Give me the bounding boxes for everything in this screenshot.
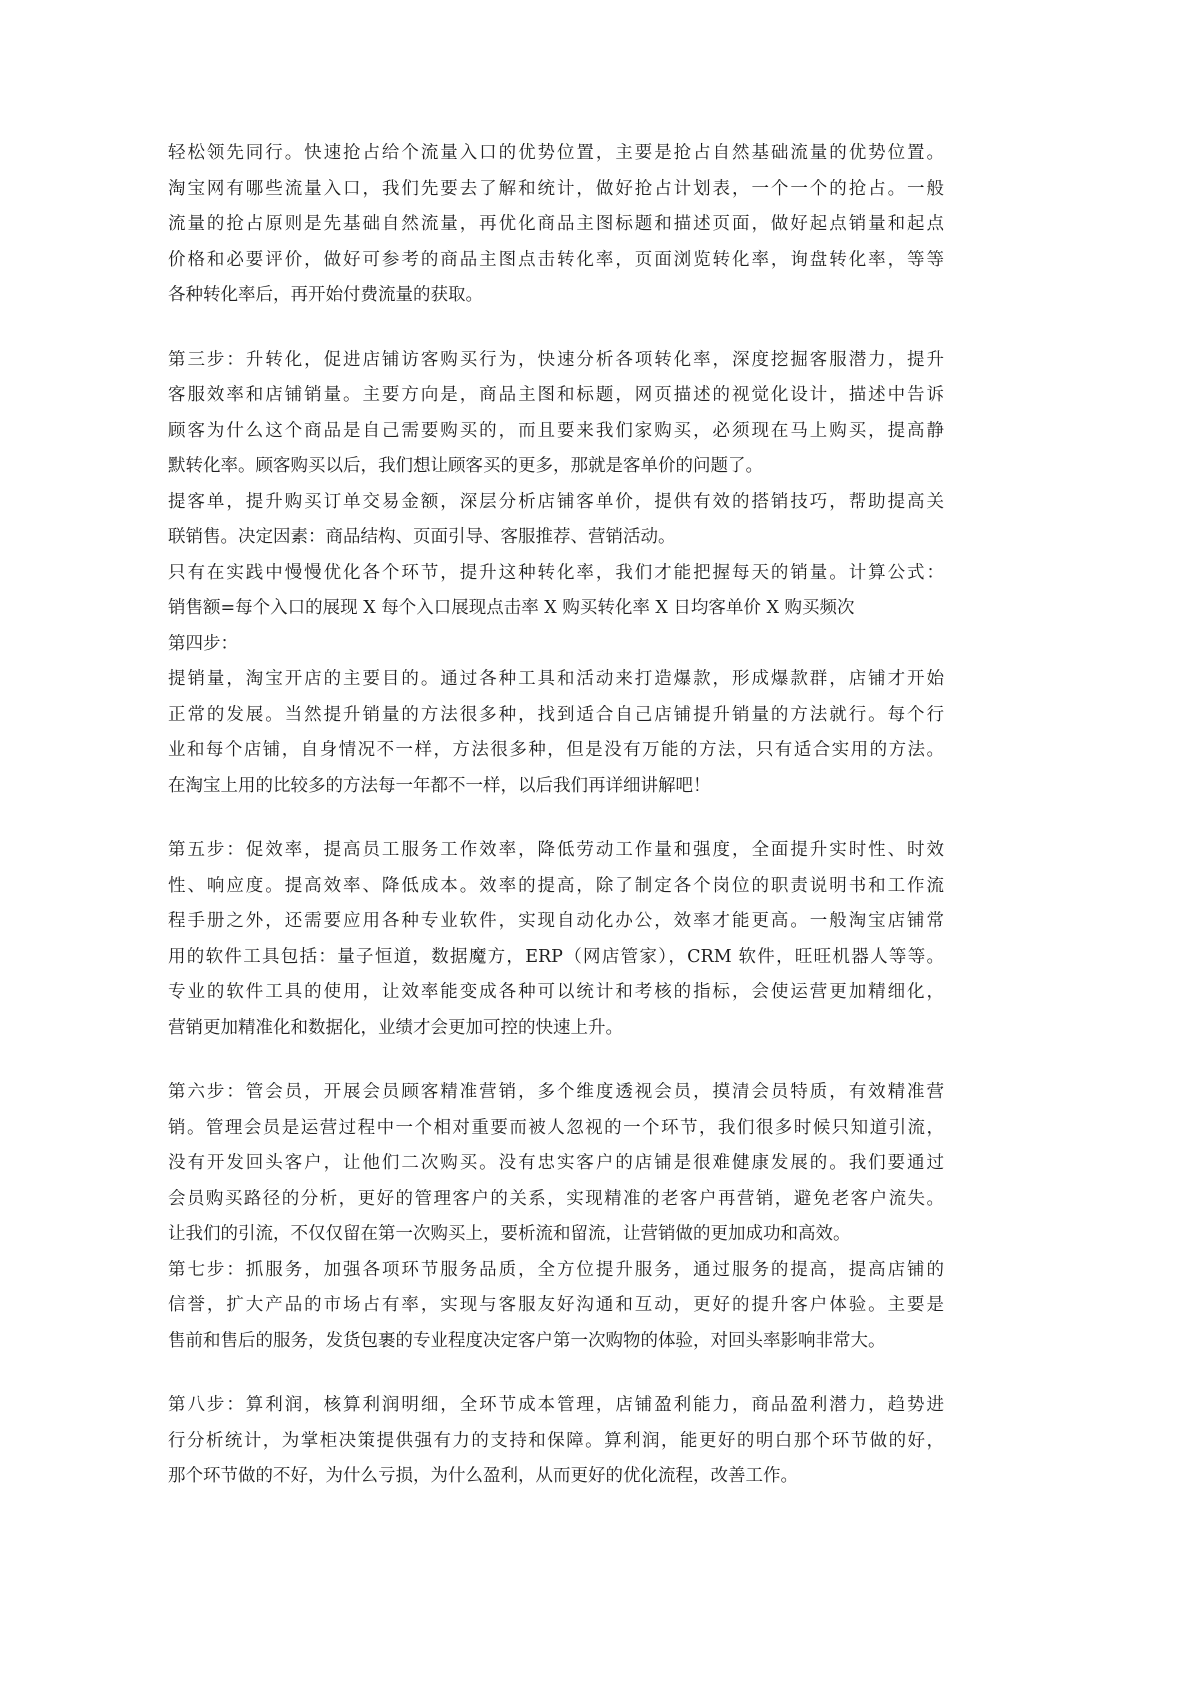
- section: [168, 833, 944, 1046]
- paragraph: [168, 662, 944, 804]
- text-line: 在淘宝上用的比较多的方法每一年都不一样，以后我们再详细讲解吧！: [168, 775, 711, 796]
- text-line: 正常的发展。当然提升销量的方法很多种，找到适合自己店铺提升销量的方法就行。每个行: [168, 704, 944, 725]
- text-line: 销售额=每个入口的展现 X 每个入口展现点击率 X 购买转化率 X 日均客单价 X 购买频次: [168, 598, 855, 618]
- text-line: 提销量，淘宝开店的主要目的。通过各种工具和活动来打造爆款，形成爆款群，店铺才开始: [168, 669, 944, 689]
- section: [168, 1388, 944, 1495]
- text-line: 第五步：促效率，提高员工服务工作效率，降低劳动工作量和强度，全面提升实时性、时效: [168, 840, 944, 860]
- paragraph: [168, 1388, 944, 1495]
- section: [168, 343, 944, 805]
- text-line: 销。管理会员是运营过程中一个相对重要而被人忽视的一个环节，我们很多时候只知道引流，: [168, 1117, 944, 1138]
- paragraph: [168, 627, 944, 663]
- text-line: 客服效率和店铺销量。主要方向是，商品主图和标题，网页描述的视觉化设计，描述中告诉: [168, 385, 944, 405]
- text-line: 行分析统计，为掌柜决策提供强有力的支持和保障。算利润，能更好的明白那个环节做的好，: [168, 1430, 944, 1451]
- text-line: 第六步：管会员，开展会员顾客精准营销，多个维度透视会员，摸清会员特质，有效精准营: [168, 1082, 944, 1102]
- text-line: 专业的软件工具的使用，让效率能变成各种可以统计和考核的指标，会使运营更加精细化，: [168, 982, 944, 1002]
- text-line: 那个环节做的不好，为什么亏损，为什么盈利，从而更好的优化流程，改善工作。: [168, 1466, 798, 1486]
- text-line: 轻松领先同行。快速抢占给个流量入口的优势位置，主要是抢占自然基础流量的优势位置。: [168, 143, 944, 163]
- text-line: 售前和售后的服务，发货包裹的专业程度决定客户第一次购物的体验，对回头率影响非常大。: [168, 1330, 886, 1351]
- text-line: 默转化率。顾客购买以后，我们想让顾客买的更多，那就是客单价的问题了。: [168, 456, 763, 476]
- text-line: 第八步：算利润，核算利润明细，全环节成本管理，店铺盈利能力，商品盈利潜力，趋势进: [168, 1395, 944, 1415]
- text-line: 让我们的引流，不仅仅留在第一次购买上，要析流和留流，让营销做的更加成功和高效。: [168, 1224, 851, 1244]
- text-line: 联销售。决定因素：商品结构、页面引导、客服推荐、营销活动。: [168, 527, 676, 547]
- text-line: 业和每个店铺，自身情况不一样，方法很多种，但是没有万能的方法，只有适合实用的方法。: [168, 740, 944, 760]
- text-line: 流量的抢占原则是先基础自然流量，再优化商品主图标题和描述页面，做好起点销量和起点: [168, 214, 944, 234]
- text-line: 提客单，提升购买订单交易金额，深层分析店铺客单价，提供有效的搭销技巧，帮助提高关: [168, 491, 944, 512]
- paragraph: [168, 343, 944, 485]
- paragraph: [168, 485, 944, 556]
- text-line: 价格和必要评价，做好可参考的商品主图点击转化率，页面浏览转化率，询盘转化率，等等: [168, 249, 944, 270]
- text-line: 用的软件工具包括：量子恒道，数据魔方，ERP（网店管家），CRM 软件，旺旺机器人等等。: [168, 946, 944, 967]
- paragraph: [168, 1253, 944, 1360]
- paragraph: [168, 1075, 944, 1253]
- text-line: 性、响应度。提高效率、降低成本。效率的提高，除了制定各个岗位的职责说明书和工作流: [168, 875, 944, 896]
- text-line: 第七步：抓服务，加强各项环节服务品质，全方位提升服务，通过服务的提高，提高店铺的: [168, 1259, 944, 1280]
- section: [168, 1075, 944, 1359]
- text-line: 只有在实践中慢慢优化各个环节，提升这种转化率，我们才能把握每天的销量。计算公式：: [168, 562, 944, 583]
- text-line: 信誉，扩大产品的市场占有率，实现与客服友好沟通和互动，更好的提升客户体验。主要是: [168, 1295, 944, 1315]
- text-line: 没有开发回头客户，让他们二次购买。没有忠实客户的店铺是很难健康发展的。我们要通过: [168, 1153, 944, 1173]
- text-line: 顾客为什么这个商品是自己需要购买的，而且要来我们家购买，必须现在马上购买，提高静: [168, 420, 944, 441]
- text-line: 第四步：: [168, 633, 238, 654]
- text-line: 会员购买路径的分析，更好的管理客户的关系，实现精准的老客户再营销，避免老客户流失。: [168, 1188, 944, 1209]
- text-line: 第三步：升转化，促进店铺访客购买行为，快速分析各项转化率，深度挖掘客服潜力，提升: [168, 349, 944, 370]
- paragraph: [168, 136, 944, 314]
- paragraph: [168, 833, 944, 1046]
- section: [168, 136, 944, 314]
- text-line: 各种转化率后，再开始付费流量的获取。: [168, 285, 483, 305]
- text-line: 营销更加精准化和数据化，业绩才会更加可控的快速上升。: [168, 1017, 623, 1038]
- text-line: 淘宝网有哪些流量入口，我们先要去了解和统计，做好抢占计划表，一个一个的抢占。一般: [168, 178, 944, 199]
- text-line: 程手册之外，还需要应用各种专业软件，实现自动化办公，效率才能更高。一般淘宝店铺常: [168, 911, 944, 931]
- paragraph: [168, 556, 944, 627]
- document-page: [168, 136, 944, 1524]
